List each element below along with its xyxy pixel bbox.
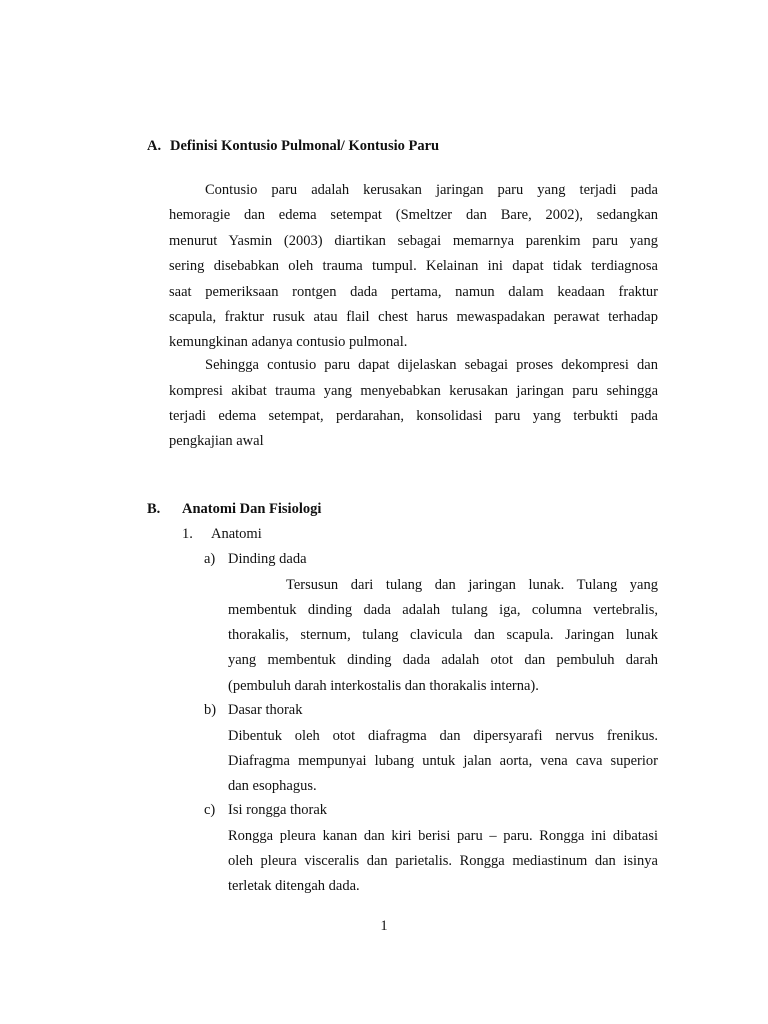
paragraph-line: oleh pleura visceralis dan parietalis. Rongga mediastinum dan isinya bbox=[228, 853, 658, 869]
paragraph-line: kemungkinan adanya contusio pulmonal. bbox=[169, 334, 408, 350]
paragraph-line: pengkajian awal bbox=[169, 433, 264, 449]
subsection-1-title: Anatomi bbox=[211, 526, 262, 542]
paragraph-line: thorakalis, sternum, tulang clavicula dan scapula. Jaringan lunak bbox=[228, 627, 658, 643]
paragraph-line: Dibentuk oleh otot diafragma dan dipersyarafi nervus frenikus. bbox=[228, 728, 658, 744]
paragraph-line: terletak ditengah dada. bbox=[228, 878, 360, 894]
item-b-title: Dasar thorak bbox=[228, 702, 303, 718]
paragraph-line: (pembuluh darah interkostalis dan thorakalis interna). bbox=[228, 678, 539, 694]
paragraph-line: Sehingga contusio paru dapat dijelaskan sebagai proses dekompresi dan bbox=[205, 357, 658, 373]
paragraph-line: yang membentuk dinding dada adalah otot dan pembuluh darah bbox=[228, 652, 658, 668]
paragraph-line: kompresi akibat trauma yang menyebabkan kerusakan jaringan paru sehingga bbox=[169, 383, 658, 399]
item-a-marker: a) bbox=[204, 551, 216, 567]
item-a-title: Dinding dada bbox=[228, 551, 307, 567]
paragraph-line: Contusio paru adalah kerusakan jaringan paru yang terjadi pada bbox=[205, 182, 658, 198]
subsection-1-marker: 1. bbox=[182, 526, 193, 542]
paragraph-line: scapula, fraktur rusuk atau flail chest harus mewaspadakan perawat terhadap bbox=[169, 309, 658, 325]
item-c-title: Isi rongga thorak bbox=[228, 802, 328, 818]
item-b-marker: b) bbox=[204, 702, 217, 718]
item-c-marker: c) bbox=[204, 802, 216, 818]
paragraph-line: dan esophagus. bbox=[228, 778, 317, 794]
section-b-heading: Anatomi Dan Fisiologi bbox=[182, 501, 322, 517]
paragraph-line: terjadi edema setempat, perdarahan, konsolidasi paru yang terbukti pada bbox=[169, 408, 658, 424]
paragraph-line: menurut Yasmin (2003) diartikan sebagai memarnya parenkim paru yang bbox=[169, 233, 658, 249]
section-b-marker: B. bbox=[147, 501, 161, 517]
section-a-heading: Definisi Kontusio Pulmonal/ Kontusio Paru bbox=[170, 138, 440, 154]
paragraph-line: Diafragma mempunyai lubang untuk jalan aorta, vena cava superior bbox=[228, 753, 658, 769]
paragraph-line: Rongga pleura kanan dan kiri berisi paru – paru. Rongga ini dibatasi bbox=[228, 828, 658, 844]
section-a-marker: A. bbox=[147, 138, 162, 154]
paragraph-line: saat pemeriksaan rontgen dada pertama, namun dalam keadaan fraktur bbox=[169, 284, 658, 300]
paragraph-line: hemoragie dan edema setempat (Smeltzer dan Bare, 2002), sedangkan bbox=[169, 207, 658, 223]
page-number: 1 bbox=[380, 918, 388, 934]
paragraph-line: Tersusun dari tulang dan jaringan lunak. Tulang yang bbox=[286, 577, 658, 593]
paragraph-line: sering disebabkan oleh trauma tumpul. Kelainan ini dapat tidak terdiagnosa bbox=[169, 258, 658, 274]
paragraph-line: membentuk dinding dada adalah tulang iga, columna vertebralis, bbox=[228, 602, 658, 618]
